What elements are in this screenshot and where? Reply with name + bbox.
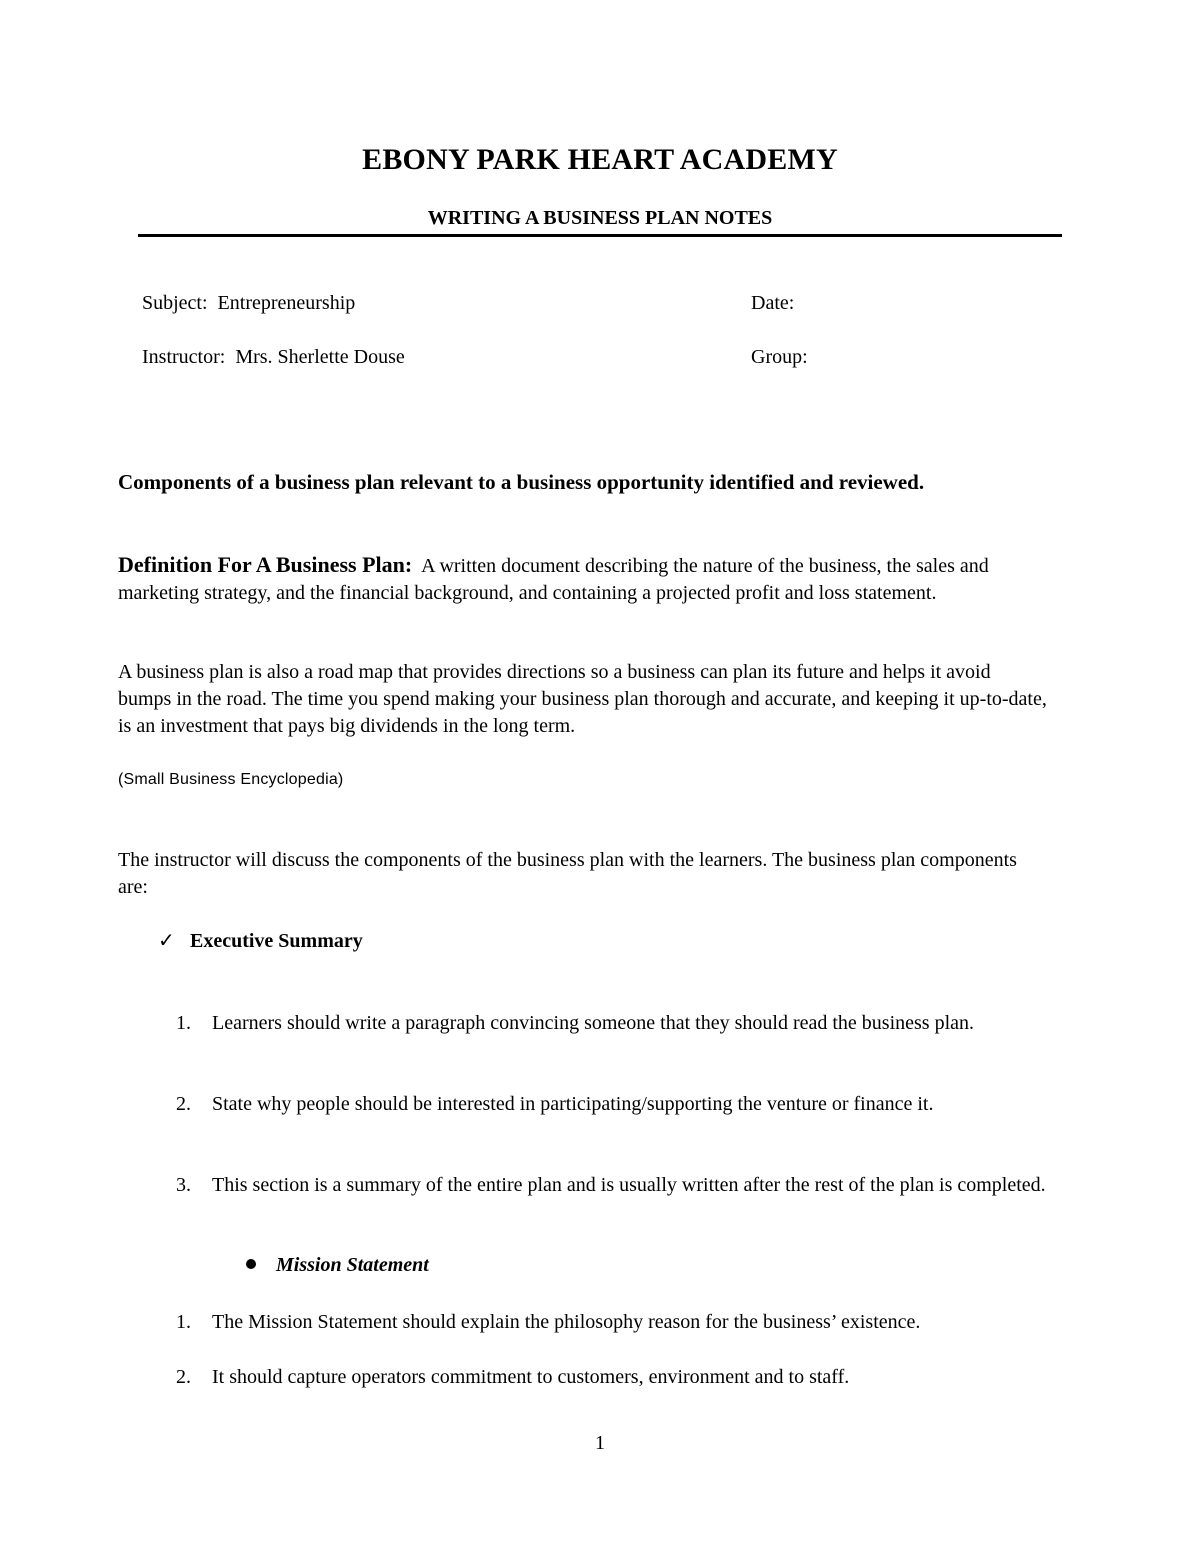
document-title: EBONY PARK HEART ACADEMY	[362, 143, 838, 176]
components-heading: Components of a business plan relevant to a business opportunity identified and reviewed.	[118, 470, 925, 494]
mission-statement-label: Mission Statement	[276, 1254, 429, 1276]
list-item	[176, 1309, 1066, 1336]
list-item-text: It should capture operators commitment to customers, environment and to staff.	[212, 1366, 850, 1388]
definition-text: A written document describing the nature of the business, the sales and marketing strategy, and the financial background, and containing a projected profit and loss statement.	[118, 555, 989, 604]
definition-term: Definition For A Business Plan:	[118, 552, 413, 577]
document-subtitle: WRITING A BUSINESS PLAN NOTES	[427, 207, 773, 229]
list-item	[176, 1010, 1066, 1064]
executive-summary-heading	[158, 928, 363, 953]
page-number: 1	[595, 1432, 605, 1454]
instructor-value: Mrs. Sherlette Douse	[235, 346, 405, 368]
list-item-number: 2.	[176, 1093, 191, 1115]
list-item-number: 1.	[176, 1012, 191, 1034]
list-item	[176, 1172, 1066, 1226]
instructor-label: Instructor:	[142, 346, 226, 368]
list-item-number: 2.	[176, 1366, 191, 1388]
subject-value: Entrepreneurship	[217, 292, 356, 314]
source-citation: (Small Business Encyclopedia)	[118, 771, 344, 788]
executive-summary-label: Executive Summary	[190, 930, 363, 952]
list-item-text: State why people should be interested in participating/supporting the venture or finance it.	[212, 1093, 934, 1115]
instructor-intro-paragraph: The instructor will discuss the components of the business plan with the learners. The business plan components are:	[118, 849, 1017, 898]
list-item-text: This section is a summary of the entire plan and is usually written after the rest of the plan is completed.	[212, 1174, 1046, 1196]
list-item-number: 3.	[176, 1174, 191, 1196]
subject-line	[142, 292, 355, 315]
group-label: Group:	[751, 346, 808, 368]
instructor-line	[142, 346, 405, 369]
definition-paragraph	[118, 551, 1048, 607]
list-item-text: Learners should write a paragraph convincing someone that they should read the business plan.	[212, 1012, 975, 1034]
list-item	[176, 1364, 1066, 1391]
list-item-text: The Mission Statement should explain the philosophy reason for the business’ existence.	[212, 1311, 921, 1333]
header-rule	[138, 234, 1062, 237]
date-label: Date:	[751, 292, 795, 314]
subject-label: Subject:	[142, 292, 208, 314]
bullet-icon	[246, 1259, 256, 1269]
mission-statement-heading	[246, 1254, 429, 1277]
list-item-number: 1.	[176, 1311, 191, 1333]
checkmark-icon: ✓	[158, 930, 175, 952]
road-map-paragraph: A business plan is also a road map that provides directions so a business can plan its future and helps it avoid bumps in the road. The time you spend making your business plan thorough and accurate, and keeping it up-to-date, is an investment that pays big dividends in the long term.	[118, 661, 1047, 737]
list-item	[176, 1091, 1066, 1145]
